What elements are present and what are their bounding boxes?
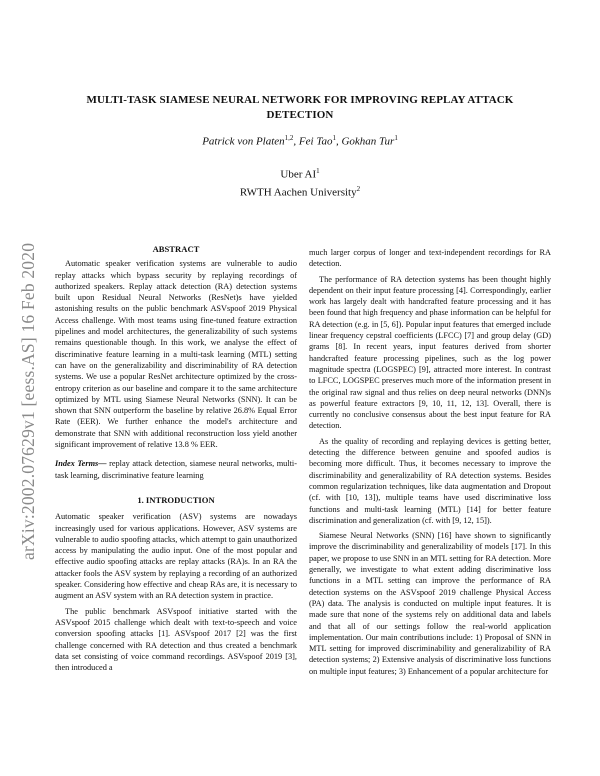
section-heading-introduction: 1. INTRODUCTION [137,494,215,505]
author-name: Gokhan Tur [341,135,395,148]
author-name: Fei Tao [298,135,333,148]
arxiv-stamp [18,200,42,560]
paper-title: MULTI-TASK SIAMESE NEURAL NETWORK FOR IMPROVING REPLAY ATTACK DETECTION [86,94,514,121]
arxiv-identifier: arXiv:2002.07629v1 [eess.AS] 16 Feb 2020 [18,242,38,560]
intro-paragraph: Automatic speaker verification (ASV) systems are nowadays increasingly used for various applications. However, ASV systems are vulnerable to audio spoofing attacks, which attempt to gain unauthorized access by manipulating the audio input. One of the most popular and effective audio spoofing attacks are replay attacks (RA)s. In an RA the attacker fools the ASV system by replaying a recording of an authorized speaker. Considering how effective and cheap RAs are, it is necessary to augment an ASV system with an RA detection system in practice. [55,512,297,601]
affiliation-mark: 1 [316,167,320,175]
author-list: Patrick von Platen$^{1,2}$, Fei Tao$^1$, Gokhan Tur$^1$ [202,134,398,148]
author-affiliation-mark: 1 [332,134,336,142]
abstract-text: Automatic speaker verification systems are vulnerable to audio replay attacks which bypass security by replaying recordings of authorized speakers. Replay attack detection (RA) detection systems built upon Residual Neural Networks (ResNet)s have yielded astonishing results on the public benchmark ASVspoof 2019 Physical Access challenge. With most teams using fine-tuned feature extraction pipelines and model architectures, the generalizability of such systems remains questionable though. In this work, we analyse the effect of discriminative feature learning in a multi-task learning (MTL) setting can have on the generalizability and discriminability of RA detection systems. We use a popular ResNet architecture optimized by the cross-entropy criterion as our baseline and compare it to the same architecture optimized by MTL using Siamese Neural Networks (SNN). It can be shown that SNN outperform the baseline by relative 26.8% Equal Error Rate (EER). We further enhance the model's architecture and demonstrate that SNN with additional reconstruction loss yield another significant improvement of relative 13.8 % EER. [55,259,297,450]
body-paragraph: The performance of RA detection systems has been thought highly dependent on their input feature processing [4]. Correspondingly, earlier work has largely dealt with handcrafted feature processing and it has been found that high frequency and phase information can be helpful for RA detection (e.g. in [5, 6]). Popular input features that emerged include linear frequency cepstral coefficients (LFCC) [7] and group delay (GD) grams [8]. In recent years, input features derived from shorter handcrafted feature processing pipelines, such as the log power magnitude spectra (LOGSPEC) [9], attracted more interest. In contrast to LFCC, LOGSPEC preserves much more of the information present in the original raw signal and thus relies on deep neural networks (DNN)s as powerful feature extractors [9, 10, 11, 12, 13]. Overall, there is currently no conclusive consensus about the best input feature for RA detection. [309,274,551,431]
index-terms-label: Index Terms— [55,459,107,469]
index-terms-text: replay attack detection, siamese neural networks, multi-task learning, discriminative feature learning [55,459,297,480]
right-column [309,247,551,677]
author-name: Patrick von Platen [202,135,285,148]
body-paragraph: As the quality of recording and replaying devices is getting better, detecting the difference between genuine and spoofed audios is becoming more difficult. Thus, it becomes necessary to improve the discriminability and generalizability of RA detection systems. Besides common regularization techniques, like data augmentation and Dropout (cf. with [10, 13]), multiple teams have used discriminative loss functions and multi-task learning (MTL) [14] for better feature discrimination and generalization (cf. with [9, 12, 15]). [309,436,551,525]
affiliation-line [60,164,540,182]
author-affiliation-mark: 1,2 [284,134,294,142]
intro-paragraph: The public benchmark ASVspoof initiative started with the ASVspoof 2015 challenge which dealt with text-to-speech and voice conversion spoofing attacks [1]. ASVspoof 2017 [2] was the first challenge concerned with RA detection and thus created a benchmark data set consisting of voice command recordings. ASVspoof 2019 [3], then introduced a [55,606,297,673]
index-terms [55,458,297,481]
affiliation-line [60,182,540,200]
affiliation-name: Uber AI [280,168,317,181]
left-column [55,244,297,673]
affiliation-name: RWTH Aachen University [239,186,357,199]
affiliation-mark: 2 [356,184,361,193]
body-paragraph: Siamese Neural Networks (SNN) [16] have shown to significantly improve the discriminability and generalizability of models [17]. In this paper, we propose to use SNN in an MTL setting for RA detection. More generally, we investigate to what extent adding discriminative loss functions in a MTL setting can improve the performance of RA detection systems on the ASVspoof 2019 challenge Physical Access (PA) data. The analysis is conducted on multiple input features. It is made sure that none of the systems rely on additional data and labels and that all of our settings follow the real-world application implementation. Our main contributions include: 1) Proposal of SNN in MTL setting for improved discriminability and generalizability of RA detection systems; 2) Extensive analysis of discriminative loss functions on multiple input features; 3) Enhancement of a popular architecture for [309,531,551,676]
body-paragraph: much larger corpus of longer and text-independent recordings for RA detection. [309,248,551,269]
affiliation-block [60,164,540,199]
abstract-heading: ABSTRACT [152,244,200,254]
author-affiliation-mark: 1 [394,134,398,142]
